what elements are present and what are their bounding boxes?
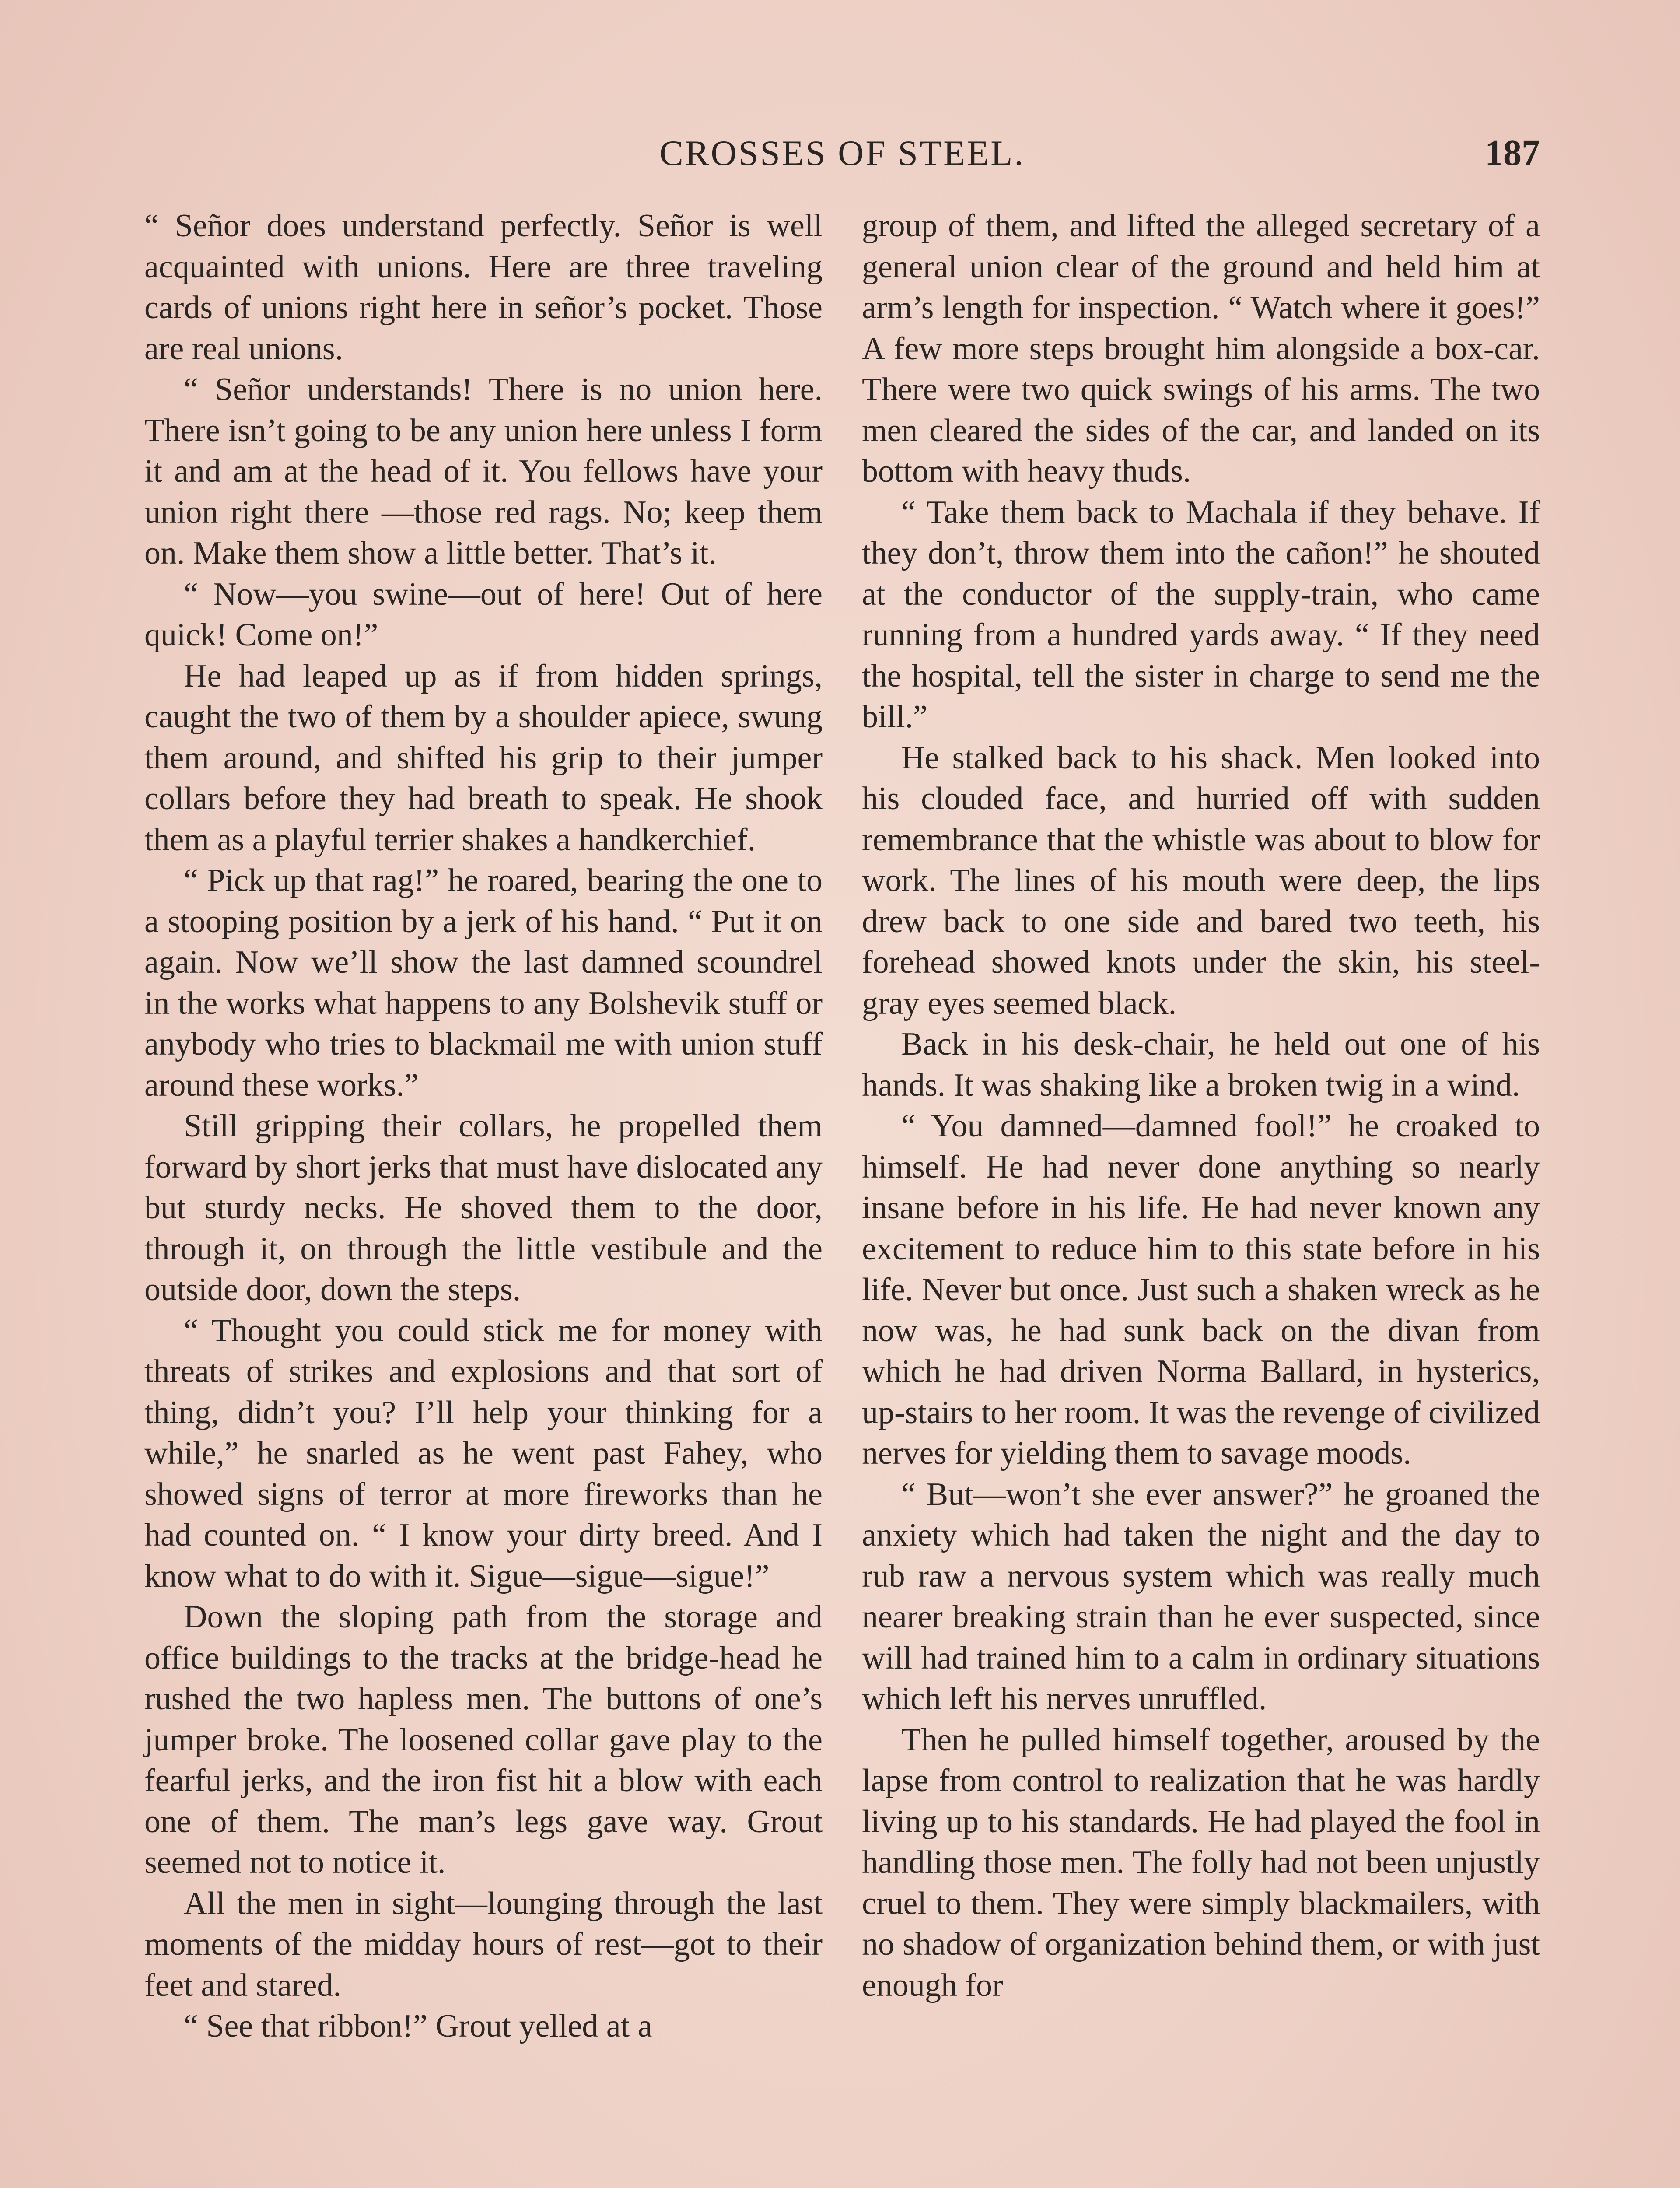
paragraph: “ Señor does understand perfectly. Señor is well acquainted with unions. Here are three traveling cards of unions right here in señor’s pocket. Those are real unions. bbox=[144, 208, 822, 367]
paragraph: “ Señor understands! There is no union here. There isn’t going to be any union here unless I form it and am at the head of it. You fellows have your union right there —those red rags. No; keep them on. Make them show a little better. That’s it. bbox=[144, 372, 822, 571]
left-text-column bbox=[144, 206, 822, 2047]
right-text-column bbox=[862, 206, 1540, 2006]
running-title: CROSSES OF STEEL. bbox=[659, 133, 1025, 173]
paragraph: He had leaped up as if from hidden springs, caught the two of them by a shoulder apiece, swung them around, and shifted his grip to their jumper collars before they had breath to speak. He shook them as a playful terrier shakes a handkerchief. bbox=[144, 658, 822, 858]
paragraph: group of them, and lifted the alleged secretary of a general union clear of the ground and held him at arm’s length for inspection. “ Watch where it goes!” A few more steps brought him alongside a box-car. There were two quick swings of his arms. The two men cleared the sides of the car, and landed on its bottom with heavy thuds. bbox=[862, 208, 1540, 489]
paragraph: “ Take them back to Machala if they behave. If they don’t, throw them into the cañon!” he shouted at the conductor of the supply-train, who came running from a hundred yards away. “ If they need the hospital, tell the sister in charge to send me the bill.” bbox=[862, 494, 1540, 735]
paragraph: Down the sloping path from the storage and office buildings to the tracks at the bridge-head he rushed the two hapless men. The buttons of one’s jumper broke. The loosened collar gave play to the fearful jerks, and the iron fist hit a blow with each one of them. The man’s legs gave way. Grout seemed not to notice it. bbox=[144, 1599, 822, 1880]
paragraph: “ Pick up that rag!” he roared, bearing the one to a stooping position by a jerk of his hand. “ Put it on again. Now we’ll show the last damned scoundrel in the works what happens to any Bolshevik stuff or anybody who tries to blackmail me with union stuff around these works.” bbox=[144, 863, 822, 1103]
paragraph: “ Thought you could stick me for money with threats of strikes and explosions and that sort of thing, didn’t you? I’ll help your thinking for a while,” he snarled as he went past Fahey, who showed signs of terror at more fireworks than he had counted on. “ I know your dirty breed. And I know what to do with it. Sigue—sigue—sigue!” bbox=[144, 1312, 822, 1594]
paragraph: Then he pulled himself together, aroused by the lapse from control to realization that he was hardly living up to his standards. He had played the fool in handling those men. The folly had not been unjustly cruel to them. They were simply blackmailers, with no shadow of organization behind them, or with just enough for bbox=[862, 1722, 1540, 2003]
running-head bbox=[144, 127, 1540, 179]
paragraph: Still gripping their collars, he propelled them forward by short jerks that must have dislocated any but sturdy necks. He shoved them to the door, through it, on through the little vestibule and the outside door, down the steps. bbox=[144, 1108, 822, 1308]
paragraph: “ See that ribbon!” Grout yelled at a bbox=[184, 2008, 652, 2044]
page-number: 187 bbox=[1485, 133, 1540, 173]
paragraph: “ Now—you swine—out of here! Out of here quick! Come on!” bbox=[144, 576, 822, 653]
paragraph: “ But—won’t she ever answer?” he groaned the anxiety which had taken the night and the day to rub raw a nervous system which was really much nearer breaking strain than he ever suspected, since will had trained him to a calm in ordinary situations which left his nerves unruffled. bbox=[862, 1476, 1540, 1717]
paragraph: Back in his desk-chair, he held out one of his hands. It was shaking like a broken twig in a wind. bbox=[862, 1026, 1540, 1103]
paragraph: All the men in sight—lounging through the last moments of the midday hours of rest—got to their feet and stared. bbox=[144, 1885, 822, 2003]
paragraph: “ You damned—damned fool!” he croaked to himself. He had never done anything so nearly insane before in his life. He had never known any excitement to reduce him to this state before in his life. Never but once. Just such a shaken wreck as he now was, he had sunk back on the divan from which he had driven Norma Ballard, in hysterics, up-stairs to her room. It was the revenge of civilized nerves for yielding them to savage moods. bbox=[862, 1108, 1540, 1471]
paragraph: He stalked back to his shack. Men looked into his clouded face, and hurried off with sudden remembrance that the whistle was about to blow for work. The lines of his mouth were deep, the lips drew back to one side and bared two teeth, his forehead showed knots under the skin, his steel-gray eyes seemed black. bbox=[862, 740, 1540, 1021]
